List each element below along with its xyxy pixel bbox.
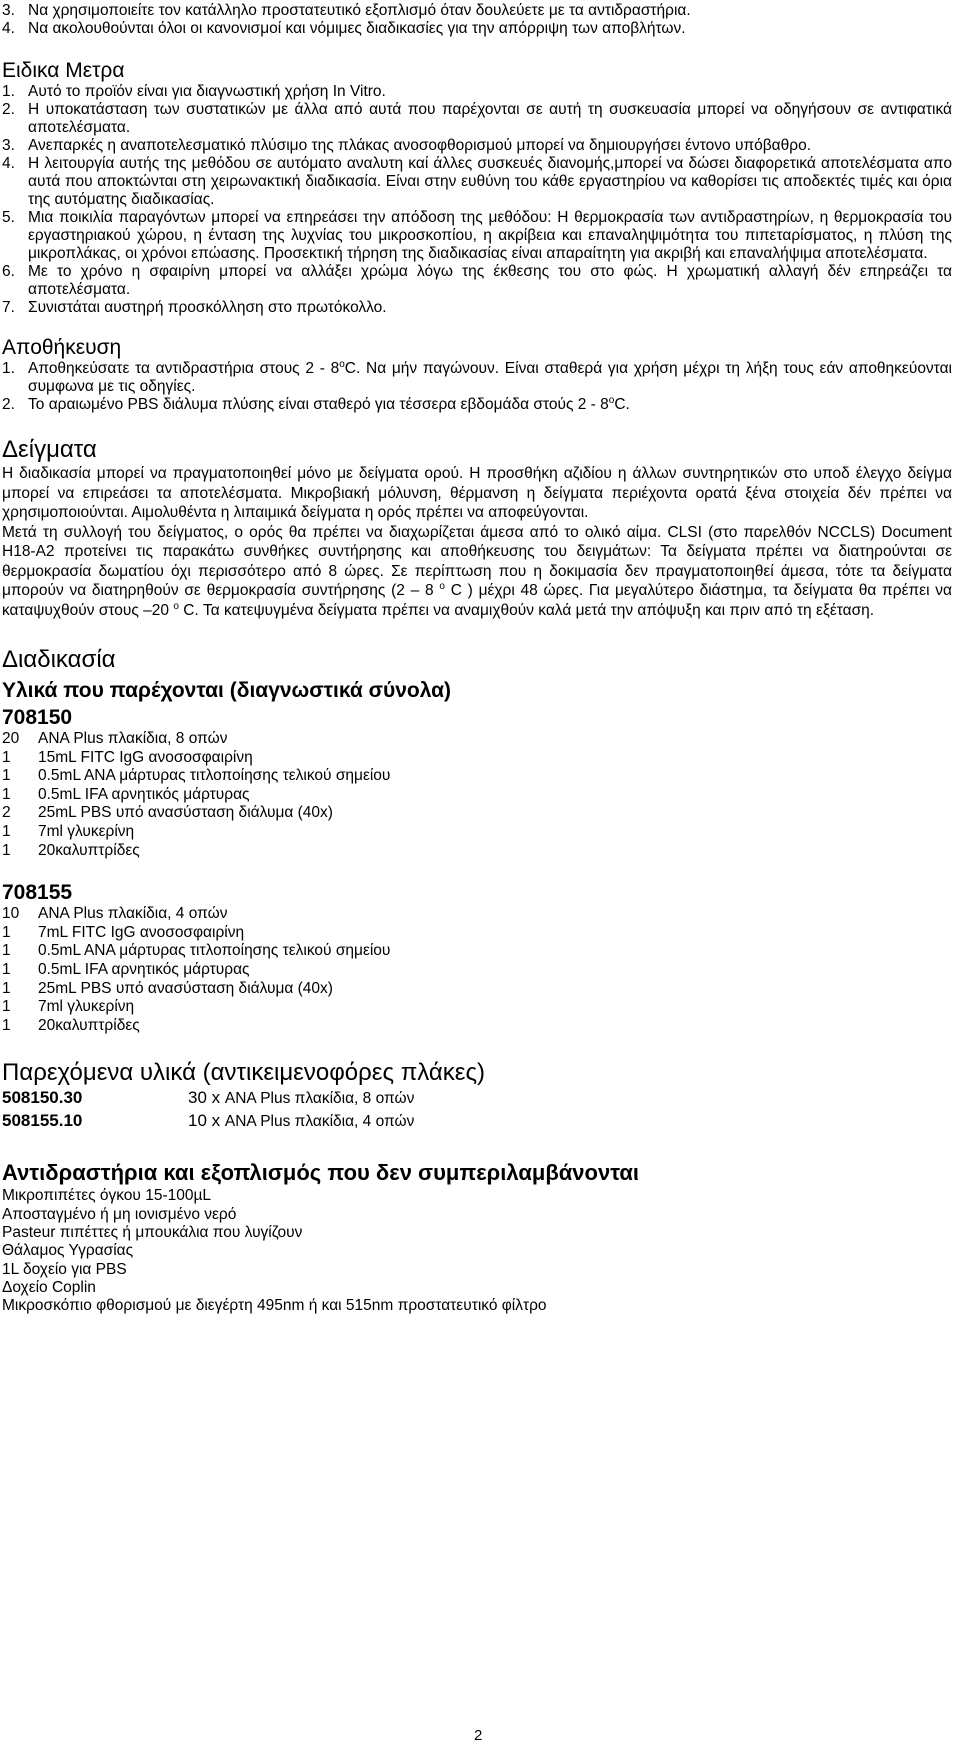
- item-number: 6.: [2, 263, 15, 280]
- item-text: Μια ποικιλία παραγόντων μπορεί να επηρεάσει την απόδοση της μεθόδου: Η θερμοκρασία των αντιδραστηρίων, η θερμοκρασία του εργαστηριακού χώρου, η ένταση της λυχνίας του μικροσκοπίου, η ακρίβεια και επαναληψιμότητα του πιπεταρίσματος, η πλύση της μικροπλάκας, οι χρόνοι επώασης. Προσεκτική τήρηση της διαδικασίας είναι απαραίτητη για ακριβή και επαναλήψιμα αποτελέσματα.: [28, 209, 952, 262]
- list-item: [2, 360, 952, 396]
- slide-row: 508155.10 10 x ANA Plus πλακίδια, 4 οπών: [2, 1111, 415, 1131]
- list-item: [2, 101, 952, 137]
- samples-heading: Δείγματα: [2, 436, 97, 463]
- item-text: Το αραιωμένο PBS διάλυμα πλύσης είναι σταθερό για τέσσερα εβδομάδα στούς 2 - 8$^o$C.: [28, 394, 630, 413]
- list-item: [2, 263, 952, 299]
- list-item: 1L δοχείο για PBS: [2, 1260, 127, 1278]
- item-text: Να χρησιμοποιείτε τον κατάλληλο προστατευτικό εξοπλισμό όταν δουλεύετε με τα αντιδραστήρια.: [28, 2, 691, 19]
- list-item: Θάλαμος Υγρασίας: [2, 1242, 134, 1260]
- kit-708150-list: [2, 730, 952, 860]
- kit-row: 1 7mL FITC IgG ανοσοσφαιρίνη: [2, 923, 245, 941]
- kit-row: 1 7ml γλυκερίνη: [2, 822, 135, 840]
- kit-row: 10 ANA Plus πλακίδια, 4 οπών: [2, 905, 228, 923]
- item-number: 4.: [2, 155, 15, 172]
- kit-row: 1 0.5mL ANA μάρτυρας τιτλοποίησης τελικού σημείου: [2, 942, 391, 960]
- list-item: [2, 20, 952, 38]
- slides-list: [2, 1087, 952, 1133]
- list-item: [2, 137, 952, 155]
- precautions-list-continued: [2, 2, 952, 38]
- page-number: 2: [474, 1727, 483, 1744]
- kit-708155-list: [2, 905, 952, 1035]
- kit-row: 1 7ml γλυκερίνη: [2, 998, 135, 1016]
- item-number: 3.: [2, 2, 15, 19]
- kit-row: 20 ANA Plus πλακίδια, 8 οπών: [2, 730, 228, 747]
- list-item: [2, 155, 952, 209]
- item-number: 1.: [2, 83, 15, 100]
- item-number: 4.: [2, 20, 15, 37]
- list-item: Αποσταγμένο ή μη ιονισμένο νερό: [2, 1205, 237, 1223]
- not-included-list: [2, 1187, 952, 1315]
- item-number: 2.: [2, 396, 15, 413]
- item-number: 2.: [2, 101, 15, 118]
- kit-row: 1 0.5mL IFA αρνητικός μάρτυρας: [2, 960, 250, 978]
- kit-708155-code: 708155: [2, 881, 73, 905]
- item-number: 5.: [2, 209, 15, 226]
- storage-heading: Αποθήκευση: [2, 336, 122, 359]
- kit-row: 2 25mL PBS υπό ανασύσταση διάλυμα (40x): [2, 804, 333, 822]
- item-text: Συνιστάται αυστηρή προσκόλληση στο πρωτόκολλο.: [28, 299, 387, 316]
- kit-row: 1 20καλυπτρίδες: [2, 1016, 140, 1034]
- kit-row: 1 25mL PBS υπό ανασύσταση διάλυμα (40x): [2, 979, 333, 997]
- special-measures-list: [2, 83, 952, 317]
- kit-row: 1 15mL FITC IgG ανοσοσφαιρίνη: [2, 748, 253, 766]
- item-number: 3.: [2, 137, 15, 154]
- kit-row: 1 0.5mL ANA μάρτυρας τιτλοποίησης τελικού σημείου: [2, 767, 391, 785]
- procedure-heading: Διαδικασία: [2, 646, 116, 673]
- list-item: Μικροπιπέτες όγκου 15-100µL: [2, 1187, 212, 1205]
- item-text: Η λειτουργία αυτής της μεθόδου σε αυτόματο αναλυτη καί άλλες συσκευές διανομής,μπορεί να δώσει διαφορετικά αποτελέσματα απο αυτά που αποκτώνται στη χειρωνακτική διαδικασία. Είναι στην ευθύνη του κάθε εργαστηρίου να καθορίσει τις αποδεκτές τιμές και όρια της αυτόματης διαδικασίας.: [28, 155, 952, 208]
- not-included-heading: Αντιδραστήρια και εξοπλισμός που δεν συμπεριλαμβάνονται: [2, 1160, 640, 1186]
- item-text: Ανεπαρκές η αναποτελεσματικό πλύσιμο της πλάκας ανοσοφθορισμού μπορεί να δημιουργήσει έντονο υπόβαθρο.: [28, 137, 812, 154]
- list-item: [2, 396, 952, 414]
- item-number: 1.: [2, 360, 15, 377]
- list-item: [2, 299, 952, 317]
- list-item: [2, 209, 952, 263]
- page-content: [2, 2, 952, 1315]
- item-text: Να ακολουθούνται όλοι οι κανονισμοί και νόμιμες διαδικασίες για την απόρριψη των αποβλήτων.: [28, 20, 686, 37]
- kit-row: 1 20καλυπτρίδες: [2, 841, 140, 859]
- item-text: Η υποκατάσταση των συστατικών με άλλα από αυτά που παρέχονται σε αυτή τη συσκευασία μπορεί να οδηγήσουν σε αντιφατικά αποτελέσματα.: [28, 101, 952, 136]
- slides-heading: Παρεχόμενα υλικά (αντικειμενοφόρες πλάκες): [2, 1059, 486, 1087]
- kit-row: 1 0.5mL IFA αρνητικός μάρτυρας: [2, 785, 250, 803]
- storage-list: [2, 360, 952, 414]
- materials-provided-heading: Υλικά που παρέχονται (διαγνωστικά σύνολα): [2, 679, 452, 702]
- item-text: Αυτό το προϊόν είναι για διαγνωστική χρήση In Vitro.: [28, 83, 386, 100]
- item-text: Αποθηκεύσατε τα αντιδραστήρια στους 2 - 8$^o$C. Να μήν παγώνουν. Είναι σταθερά για χρήση μέχρι τη λήξη τους εάν αποθηκεύονται συμφωνα με τις οδηγίες.: [28, 358, 952, 395]
- item-text: Με το χρόνο η σφαιρίνη μπορεί να αλλάξει χρώμα λόγω της έκθεσης του στο φώς. Η χρωματική αλλαγή δέν επηρεάζει τα αποτελέσματα.: [28, 263, 952, 298]
- list-item: Δοχείο Coplin: [2, 1278, 96, 1296]
- samples-paragraph-1: Η διαδικασία μπορεί να πραγματοποιηθεί μόνο με δείγματα ορού. Η προσθήκη αζιδίου η άλλων συντηρητικών στο υποδ έλεγχο δείγμα μπορεί να επιρεάσει τα αποτελέσματα. Μικροβιακή μόλυνση, θέρμανση η δείγματα περιέχοντα ορατά ξένα στοιχεία δέν πρέπει να χρησιμοποιούνται. Αιμολυθέντα η λιπαιμικά δείγματα η ορός πρέπει να αποφεύγονται.: [2, 465, 952, 521]
- list-item: [2, 83, 952, 101]
- list-item: Pasteur πιπέττες ή μπουκάλια που λυγίζουν: [2, 1223, 303, 1241]
- item-number: 7.: [2, 299, 15, 316]
- special-measures-heading: Ειδικα Μετρα: [2, 59, 125, 82]
- slide-row: 508150.30 30 x ANA Plus πλακίδια, 8 οπών: [2, 1088, 415, 1108]
- kit-708150-code: 708150: [2, 706, 73, 729]
- samples-paragraph-2: Μετά τη συλλογή του δείγματος, ο ορός θα πρέπει να διαχωρίζεται άμεσα από το ολικό αίμα. CLSI (στο παρελθόν NCCLS) Document H18-A2 προτείνει τις παρακάτω συνθήκες συντήρησης και αποθήκευσης του δειγμάτων: Τα δείγματα πρέπει να διατηρούνται σε θερμοκρασία δωματίου όχι περισσότερο από 8 ώρες. Σε περίπτωση που η δοκιμασία δεν πραγματοποιηθεί άμεσα, τότε τα δείγματα μπορούν να διατηρηθούν σε θερμοκρασία συντήρησης (2 – 8 $^o$ C ) μέχρι 48 ώρες. Για μεγαλύτερο διάστημα, τα δείγματα θα πρέπει να καταψυχθούν στους –20 $^o$ C. Τα κατεψυγμένα δείγματα πρέπει να αναμιχθούν καλά μετά την απόψυξη και πριν από τη εξέταση.: [2, 523, 952, 619]
- list-item: Μικροσκόπιο φθορισμού με διεγέρτη 495nm ή και 515nm προστατευτικό φίλτρο: [2, 1297, 547, 1315]
- list-item: [2, 2, 952, 20]
